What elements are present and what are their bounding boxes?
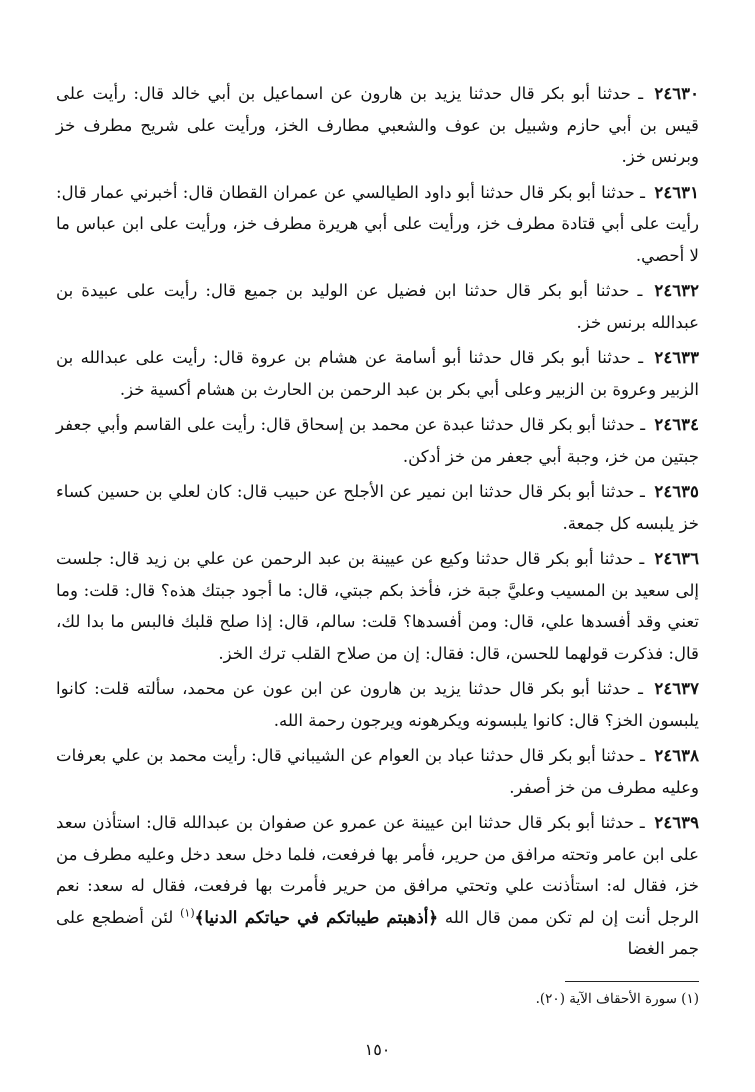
hadith-number: ٢٤٦٣٩ xyxy=(654,812,699,832)
hadith-text: ـ حدثنا أبو بكر قال حدثنا ابن فضيل عن الوليد بن جميع قال: رأيت على عبيدة بن عبدالله برنس خز. xyxy=(56,281,699,332)
hadith-number: ٢٤٦٣٨ xyxy=(654,745,699,765)
footnote-divider xyxy=(565,981,699,982)
quran-verse: ﴿أذهبتم طيباتكم في حياتكم الدنيا﴾ xyxy=(194,906,439,927)
hadith-entry-24639 xyxy=(56,807,699,965)
hadith-text: ـ حدثنا أبو بكر قال حدثنا أبو داود الطيالسي عن عمران القطان قال: أخبرني عمار قال: رأيت على أبي قتادة مطرف خز، ورأيت على أبي هريرة مطرف خز، ورأيت على ابن عباس ما لا أحصي. xyxy=(56,182,699,265)
hadith-text-block xyxy=(56,78,699,965)
hadith-entry-24631 xyxy=(56,177,699,272)
hadith-entry-24632 xyxy=(56,275,699,338)
hadith-entry-24634 xyxy=(56,409,699,472)
hadith-entry-24637 xyxy=(56,673,699,736)
hadith-text: ـ حدثنا أبو بكر قال حدثنا يزيد بن هارون عن ابن عون عن محمد، سألته قلت: كانوا يلبسون الخز؟ قال: كانوا يلبسونه ويكرهونه ويرجون رحمة الله. xyxy=(56,679,699,730)
hadith-text: ـ حدثنا أبو بكر قال حدثنا ابن عيينة عن عمرو عن صفوان بن عبدالله قال: استأذن سعد على ابن عامر وتحته مرافق من حرير، فأمر بها فرفعت، فلما دخل سعد دخل وعليه مطرف من خز، فقال له: استأذنت علي وتحتي مرافق من حرير فأمرت بها فرفعت، فقال له سعد: نعم الرجل أنت إن لم تكن ممن قال الله xyxy=(56,813,700,927)
hadith-number: ٢٤٦٣٣ xyxy=(654,347,699,367)
hadith-entry-24636 xyxy=(56,543,699,669)
hadith-number: ٢٤٦٣٢ xyxy=(654,280,699,300)
hadith-text: ـ حدثنا أبو بكر قال حدثنا عباد بن العوام عن الشيباني قال: رأيت محمد بن علي بعرفات وعليه مطرف من خز أصفر. xyxy=(56,746,699,797)
hadith-entry-24635 xyxy=(56,476,699,539)
page-number: ١٥٠ xyxy=(364,1040,391,1059)
hadith-entry-24633 xyxy=(56,342,699,405)
hadith-number: ٢٤٦٣٤ xyxy=(654,414,699,434)
hadith-number: ٢٤٦٣٧ xyxy=(654,678,699,698)
hadith-number: ٢٤٦٣٠ xyxy=(654,83,699,103)
hadith-text: ـ حدثنا أبو بكر قال حدثنا ابن نمير عن الأجلح عن حبيب قال: كان لعلي بن حسين كساء خز يلبسه كل جمعة. xyxy=(56,482,699,533)
hadith-text: ـ حدثنا أبو بكر قال حدثنا يزيد بن هارون عن اسماعيل بن أبي خالد قال: رأيت على قيس بن أبي حازم وشبيل بن عوف والشعبي مطارف الخز، ورأيت على شريح مطرف خز وبرنس خز. xyxy=(56,84,699,166)
footnote: (١) سورة الأحقاف الآية (٢٠). xyxy=(535,991,699,1007)
hadith-number: ٢٤٦٣٥ xyxy=(654,481,699,501)
hadith-text: ـ حدثنا أبو بكر قال حدثنا أبو أسامة عن هشام بن عروة قال: رأيت على عبدالله بن الزبير وعروة بن الزبير وعلى أبي بكر بن عبد الرحمن بن الحارث بن هشام أكسية خز. xyxy=(56,348,699,399)
hadith-number: ٢٤٦٣٦ xyxy=(654,548,699,568)
hadith-entry-24638 xyxy=(56,740,699,803)
hadith-text-continued: لئن أضطجع على جمر الغضا xyxy=(56,907,699,958)
hadith-text: ـ حدثنا أبو بكر قال حدثنا وكيع عن عيينة بن عبد الرحمن عن علي بن زيد قال: جلست إلى سعيد بن المسيب وعليَّ جبة خز، فأخذ بكم جبتي، قال: ما أجود جبتك هذه؟ قال: قلت: وما تعني وقد أفسدها علي، قال: ومن أفسدها؟ قلت: سالم، قال: إذا صلح قلبك فالبس ما بدا لك، قال: فذكرت قولهما للحسن، قال: فقال: إن من صلاح القلب ترك الخز. xyxy=(56,549,699,663)
hadith-entry-24630 xyxy=(56,78,699,173)
hadith-number: ٢٤٦٣١ xyxy=(654,181,699,202)
footnote-reference[interactable]: (١) xyxy=(180,905,195,919)
hadith-text: ـ حدثنا أبو بكر قال حدثنا عبدة عن محمد بن إسحاق قال: رأيت على القاسم وأبي جعفر جبتين من خز، وجبة أبي جعفر من خز أدكن. xyxy=(56,415,699,466)
